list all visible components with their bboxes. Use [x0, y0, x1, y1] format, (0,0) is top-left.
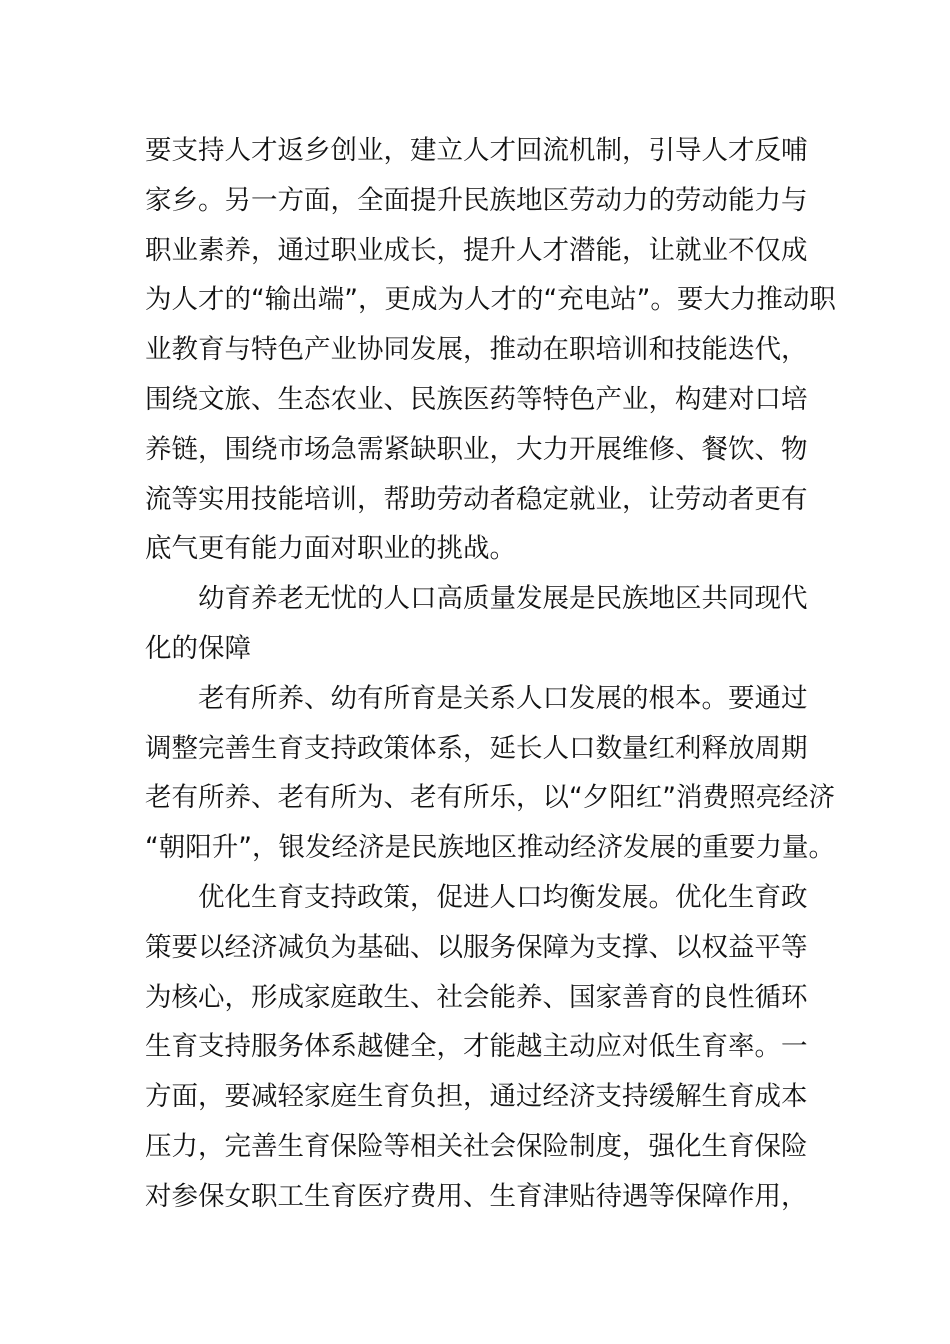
text-line: 老有所养、老有所为、老有所乐，以“夕阳红”消费照亮经济	[145, 782, 835, 814]
text-line: 优化生育支持政策，促进人口均衡发展。优化生育政	[145, 881, 808, 913]
text-line: 要支持人才返乡创业，建立人才回流机制，引导人才反哺	[145, 135, 808, 166]
section-heading-line: 化的保障	[145, 632, 251, 664]
text-line: 压力，完善生育保险等相关社会保险制度，强化生育保险	[145, 1130, 808, 1162]
text-line: 为人才的“输出端”，更成为人才的“充电站”。要大力推动职	[145, 284, 836, 316]
text-line: 底气更有能力面对职业的挑战。	[145, 533, 516, 565]
text-line: 调整完善生育支持政策体系，延长人口数量红利释放周期	[145, 732, 808, 764]
text-line: 流等实用技能培训，帮助劳动者稳定就业，让劳动者更有	[145, 483, 808, 515]
text-line: 方面，要减轻家庭生育负担，通过经济支持缓解生育成本	[145, 1081, 808, 1113]
text-line: 为核心，形成家庭敢生、社会能养、国家善育的良性循环	[145, 981, 808, 1013]
text-line: 职业素养，通过职业成长，提升人才潜能，让就业不仅成	[145, 234, 808, 266]
text-line: 策要以经济减负为基础、以服务保障为支撑、以权益平等	[145, 931, 808, 963]
text-line: 老有所养、幼有所育是关系人口发展的根本。要通过	[145, 682, 808, 714]
text-line: 养链，围绕市场急需紧缺职业，大力开展维修、餐饮、物	[145, 433, 808, 465]
text-line: “朝阳升”，银发经济是民族地区推动经济发展的重要力量。	[145, 832, 835, 864]
text-line: 生育支持服务体系越健全，才能越主动应对低生育率。一	[145, 1031, 808, 1063]
body-text	[145, 126, 836, 1222]
section-heading-line: 幼育养老无忧的人口高质量发展是民族地区共同现代	[145, 583, 808, 615]
text-line: 围绕文旅、生态农业、民族医药等特色产业，构建对口培	[145, 383, 808, 415]
text-line: 家乡。另一方面，全面提升民族地区劳动力的劳动能力与	[145, 184, 808, 216]
text-line: 对参保女职工生育医疗费用、生育津贴待遇等保障作用，	[145, 1180, 808, 1212]
text-line: 业教育与特色产业协同发展，推动在职培训和技能迭代，	[145, 334, 808, 366]
